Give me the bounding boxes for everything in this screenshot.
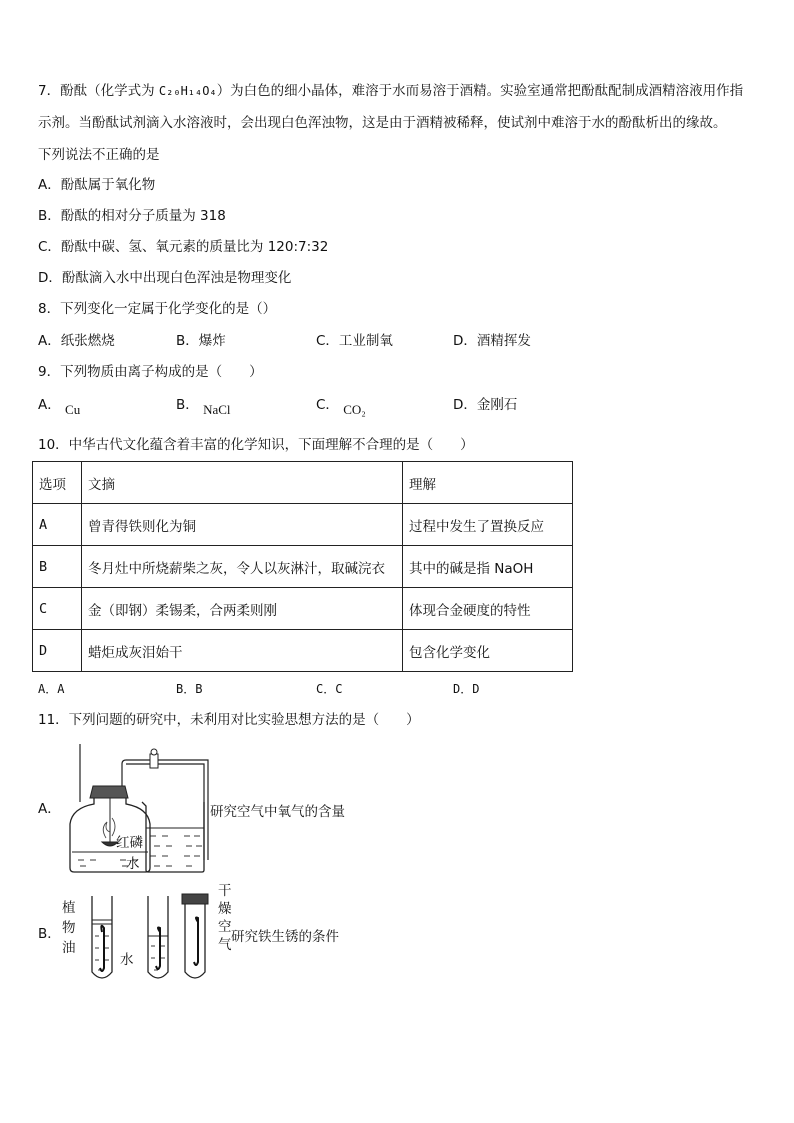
q9-value-c: CO₂	[343, 402, 366, 417]
row-excerpt: 金（即钢）柔锡柔，合两柔则刚	[82, 588, 403, 630]
q8-option-d: D．酒精挥发	[453, 333, 531, 349]
dry-air-char-2: 燥	[218, 901, 232, 917]
q7-line3: 下列说法不正确的是	[38, 147, 160, 163]
q7-line1	[38, 82, 743, 100]
dry-air-char-1: 干	[218, 883, 232, 899]
row-option: B	[33, 546, 82, 588]
q8-option-c: C．工业制氧	[316, 333, 393, 349]
q7-text-b: ）为白色的细小晶体，难溶于水而易溶于酒精。实验室通常把酚酞配制成酒精溶液用作指	[216, 83, 744, 99]
beaker-icon	[140, 798, 208, 874]
q7-option-a: A．酚酞属于氧化物	[38, 177, 156, 193]
q9-label-a: A．	[38, 397, 61, 413]
q11-stem: 11．下列问题的研究中，未利用对比实验思想方法的是（ ）	[38, 712, 420, 728]
q11-option-a-label: A．	[38, 801, 61, 817]
oil-char-1: 植	[62, 900, 76, 916]
q9-value-b: NaCl	[203, 402, 231, 417]
row-option: C	[33, 588, 82, 630]
q8-option-a: A．纸张燃烧	[38, 333, 115, 349]
q8-option-b: B．爆炸	[176, 333, 226, 349]
phenolphthalein-formula: C₂₀H₁₄O₄	[158, 84, 217, 98]
row-interpretation: 其中的碱是指 NaOH	[403, 546, 573, 588]
water-label-a: 水	[126, 856, 140, 872]
q9-label-b: B．	[176, 397, 199, 413]
dry-air-char-3: 空	[218, 919, 232, 935]
header-excerpt: 文摘	[82, 462, 403, 504]
q7-line2: 示剂。当酚酞试剂滴入水溶液时，会出现白色浑浊物，这是由于酒精被稀释，使试剂中难溶于水的酚酞析出的缘故。	[38, 115, 727, 131]
q9-option-a	[38, 396, 81, 417]
q9-value-d: 金刚石	[476, 397, 518, 413]
q9-option-c	[316, 396, 366, 417]
dry-air-char-4: 气	[218, 937, 232, 953]
row-excerpt: 蜡炬成灰泪始干	[82, 630, 403, 672]
row-option: A	[33, 504, 82, 546]
row-interpretation: 包含化学变化	[403, 630, 573, 672]
table-row	[33, 504, 573, 546]
q7-option-c: C．酚酞中碳、氢、氧元素的质量比为 120:7:32	[38, 239, 329, 255]
q11-option-b-label: B．	[38, 926, 61, 942]
q9-option-b	[176, 396, 231, 417]
red-phosphorus-label: 红磷	[116, 835, 143, 851]
q9-label-c: C．	[316, 397, 339, 413]
header-interpretation: 理解	[403, 462, 573, 504]
q10-table	[32, 461, 573, 672]
q11-a-caption: 研究空气中氧气的含量	[210, 804, 345, 820]
q7-text-a: 7．酚酞（化学式为	[38, 83, 159, 99]
q10-stem: 10．中华古代文化蕴含着丰富的化学知识，下面理解不合理的是（ ）	[38, 437, 474, 453]
table-row	[33, 546, 573, 588]
header-option: 选项	[33, 462, 82, 504]
water-label-b: 水	[120, 952, 134, 968]
oil-char-2: 物	[62, 920, 76, 936]
row-interpretation: 体现合金硬度的特性	[403, 588, 573, 630]
q11-b-caption: 研究铁生锈的条件	[231, 929, 339, 945]
q7-option-d: D．酚酞滴入水中出现白色浑浊是物理变化	[38, 270, 292, 286]
vegetable-oil-label	[62, 898, 76, 958]
table-row	[33, 630, 573, 672]
q9-option-d	[453, 396, 517, 414]
q7-option-b: B．酚酞的相对分子质量为 318	[38, 208, 226, 224]
row-excerpt: 冬月灶中所烧薪柴之灰，令人以灰淋汁，取碱浣衣	[82, 546, 403, 588]
q9-label-d: D．	[453, 397, 477, 413]
table-header-row	[33, 462, 573, 504]
iron-rusting-test-tubes-figure	[86, 892, 216, 984]
q9-value-a: Cu	[65, 402, 81, 417]
oil-char-3: 油	[62, 940, 76, 956]
row-option: D	[33, 630, 82, 672]
dry-air-label	[218, 882, 232, 954]
q10-option-b: B．B	[176, 682, 203, 696]
q10-option-a: A．A	[38, 682, 65, 696]
row-excerpt: 曾青得铁则化为铜	[82, 504, 403, 546]
q10-option-d: D．D	[453, 682, 480, 696]
q8-stem: 8．下列变化一定属于化学变化的是（）	[38, 301, 277, 317]
row-interpretation: 过程中发生了置换反应	[403, 504, 573, 546]
q9-stem: 9．下列物质由离子构成的是（ ）	[38, 364, 263, 380]
table-row	[33, 588, 573, 630]
q10-option-c: C．C	[316, 682, 343, 696]
